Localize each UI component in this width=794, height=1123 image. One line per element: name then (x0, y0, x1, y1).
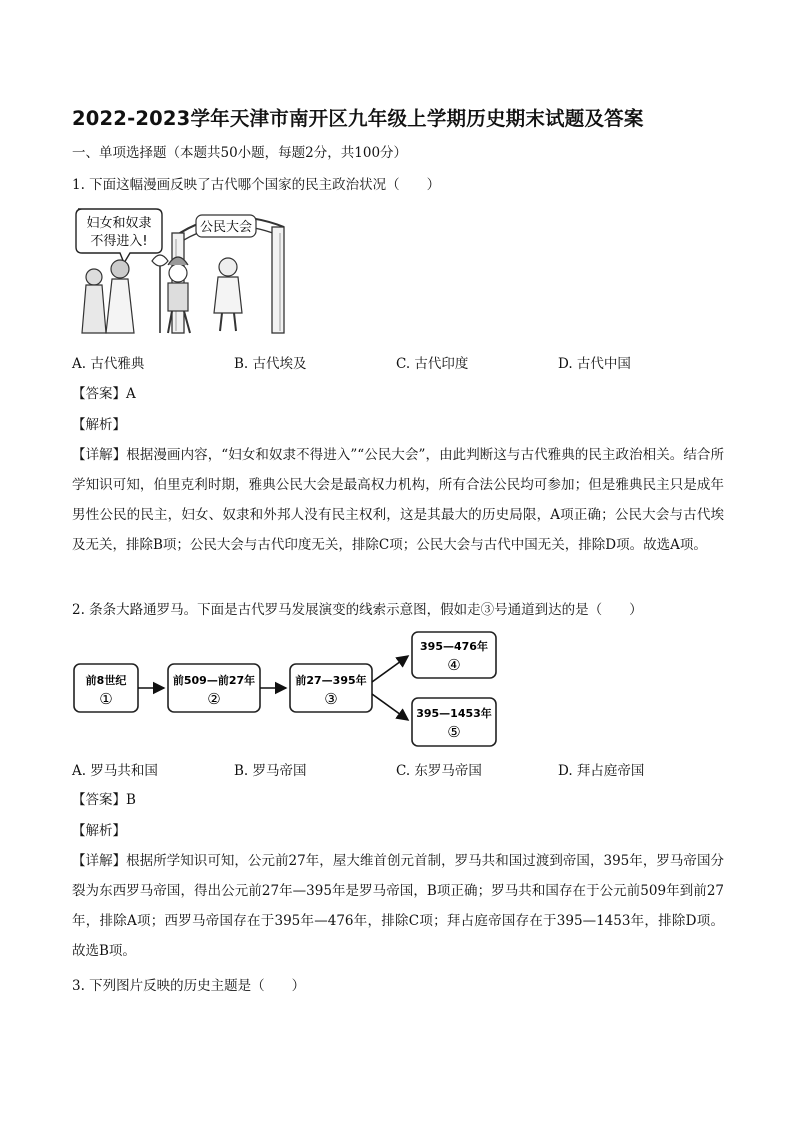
q1-option-d: D. 古代中国 (558, 356, 631, 372)
question-3-text: 3. 下列图片反映的历史主题是（ ） (72, 978, 306, 994)
flow-box-4-num: ④ (447, 656, 461, 674)
arch-sign-text: 公民大会 (199, 220, 253, 235)
democracy-cartoon-image (72, 205, 292, 340)
question-1-text: 1. 下面这幅漫画反映了古代哪个国家的民主政治状况（ ） (72, 177, 441, 193)
q2-analysis-label: 【解析】 (72, 823, 126, 839)
q2-answer: 【答案】B (72, 792, 136, 808)
section-heading: 一、单项选择题（本题共50小题，每题2分，共100分） (72, 145, 408, 161)
q2-option-c: C. 东罗马帝国 (396, 763, 482, 779)
flow-box-4-period: 395—476年 (420, 640, 488, 653)
flow-box-1-period: 前8世纪 (85, 674, 127, 687)
q1-option-c: C. 古代印度 (396, 356, 469, 372)
flow-box-5-num: ⑤ (447, 723, 461, 741)
rome-flow-diagram (72, 628, 502, 748)
question-2-text: 2. 条条大路通罗马。下面是古代罗马发展演变的线索示意图，假如走③号通道到达的是（ ） (72, 602, 643, 618)
flow-box-3-period: 前27—395年 (295, 674, 367, 687)
q1-answer: 【答案】A (72, 386, 136, 402)
flow-box-5-period: 395—1453年 (416, 707, 492, 720)
bubble-text-line1: 妇女和奴隶 (86, 216, 152, 231)
q2-option-a: A. 罗马共和国 (72, 763, 158, 779)
q1-option-a: A. 古代雅典 (72, 356, 145, 372)
q1-analysis-label: 【解析】 (72, 417, 126, 433)
flow-box-2-period: 前509—前27年 (172, 674, 256, 687)
flow-box-2-num: ② (207, 690, 221, 708)
q1-option-b: B. 古代埃及 (234, 356, 307, 372)
bubble-text-line2: 不得进入! (90, 234, 148, 249)
page-title: 2022-2023学年天津市南开区九年级上学期历史期末试题及答案 (72, 107, 644, 130)
q2-option-d: D. 拜占庭帝国 (558, 763, 645, 779)
q1-detail: 【详解】根据漫画内容，“妇女和奴隶不得进入”“公民大会”，由此判断这与古代雅典的民主政治相关。结合所学知识可知，伯里克利时期，雅典公民大会是最高权力机构，所有合法公民均可参加；但是雅典民主只是成年男性公民的民主，妇女、奴隶和外邦人没有民主权利，这是其最大的历史局限，A项正确；公民大会与古代埃及无关，排除B项；公民大会与古代印度无关，排除C项；公民大会与古代中国无关，排除D项。故选A项。 (72, 447, 724, 553)
q2-detail: 【详解】根据所学知识可知，公元前27年，屋大维首创元首制，罗马共和国过渡到帝国，395年，罗马帝国分裂为东西罗马帝国，得出公元前27年—395年是罗马帝国，B项正确；罗马共和国存在于公元前509年到前27年，排除A项；西罗马帝国存在于395年—476年，排除C项；拜占庭帝国存在于395—1453年，排除D项。故选B项。 (72, 853, 724, 959)
flow-box-3-num: ③ (324, 690, 338, 708)
q2-option-b: B. 罗马帝国 (234, 763, 307, 779)
flow-box-1-num: ① (99, 690, 113, 708)
